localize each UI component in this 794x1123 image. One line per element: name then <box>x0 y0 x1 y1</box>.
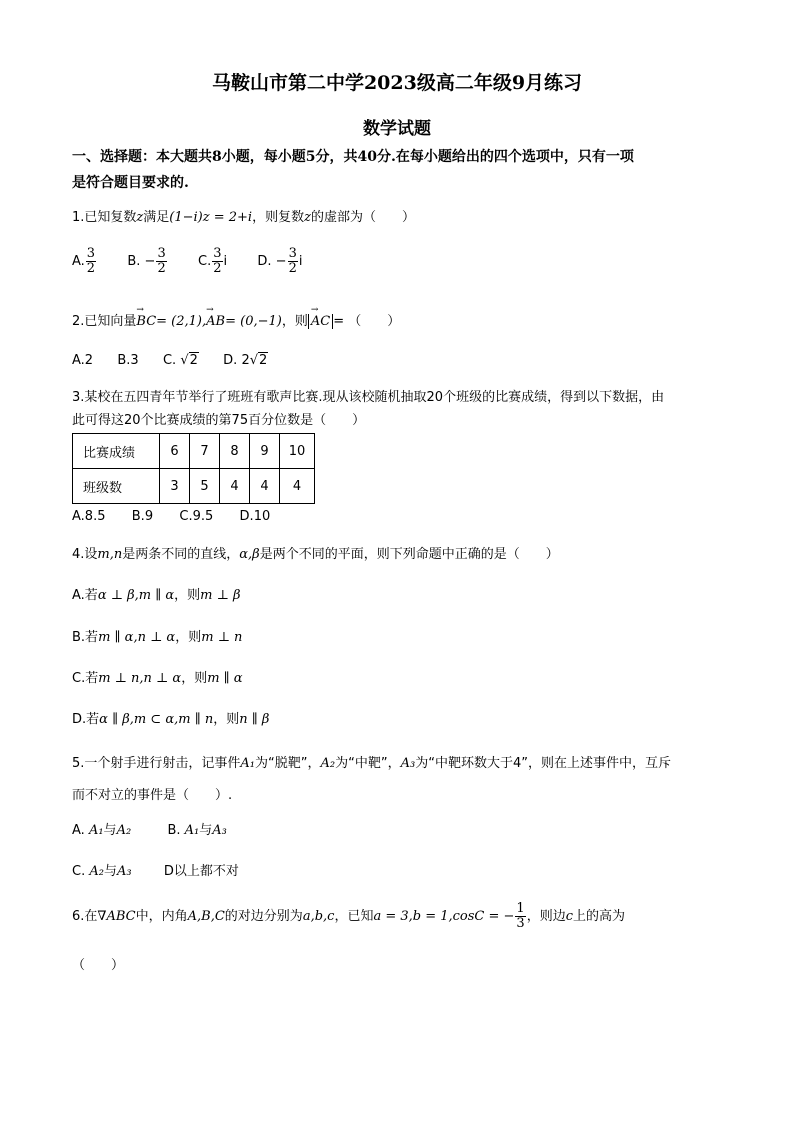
table-cell: 4 <box>220 469 250 504</box>
q6-sides: a,b,c <box>302 909 335 924</box>
table-cell: 3 <box>160 469 190 504</box>
question-1-stem <box>72 206 415 225</box>
q5-event-a2: A₂ <box>320 756 336 771</box>
q5-option-d[interactable]: D以上都不对 <box>163 864 239 879</box>
table-cell: 6 <box>160 434 190 469</box>
q3-option-c[interactable]: C.9.5 <box>179 509 214 524</box>
score-table <box>72 433 315 504</box>
section-heading-line2: 是符合题目要求的. <box>72 175 189 191</box>
q4-planes: α,β <box>239 547 260 562</box>
table-cell: 7 <box>190 434 220 469</box>
q1-stem-d: 的虚部为（ ） <box>310 210 415 225</box>
question-6-stem: 6.在∇ABC中，内角A,B,C的对边分别为a,b,c，已知a = 3,b = 1,cosC = − $\frac{1}{3}$ ，则边c上的高为 <box>72 901 626 931</box>
q2-eq1: = (2,1), <box>156 314 207 329</box>
q2-stem-a: 2.已知向量 <box>72 314 137 329</box>
q1-equation: (1−i)z = 2+i <box>169 210 253 225</box>
q4-stem-a: 4.设 <box>72 547 98 562</box>
q5-event-a3: A₃ <box>400 756 416 771</box>
table-cell: 8 <box>220 434 250 469</box>
question-5-options-row1 <box>72 819 227 838</box>
table-cell: 4 <box>280 469 315 504</box>
q2-vector-bc: → BC <box>136 314 156 329</box>
q5-event-a1: A₁ <box>240 756 256 771</box>
table-cell: 4 <box>250 469 280 504</box>
q4-option-d[interactable]: D.若α ∥ β,m ⊂ α,m ∥ n，则n ∥ β <box>72 712 270 727</box>
q4-option-c[interactable]: C.若m ⊥ n,n ⊥ α，则m ∥ α <box>72 671 243 686</box>
q2-option-a[interactable]: A.2 <box>72 353 94 368</box>
question-3-options <box>72 509 270 524</box>
q4-option-a[interactable]: A.若α ⊥ β,m ∥ α，则m ⊥ β <box>72 588 241 603</box>
q2-stem-c: = （ ） <box>333 314 401 329</box>
q1-option-d[interactable]: D. − $\frac{3}{2}$ i <box>257 246 303 276</box>
q3-option-a[interactable]: A.8.5 <box>72 509 106 524</box>
question-4-stem <box>72 543 559 562</box>
q2-vector-ac: → AC <box>311 314 330 329</box>
table-row <box>73 469 315 504</box>
q1-var-z: z <box>136 210 144 225</box>
q6-angles: A,B,C <box>187 909 225 924</box>
q4-option-b[interactable]: B.若m ∥ α,n ⊥ α，则m ⊥ n <box>72 630 243 645</box>
table-row <box>73 434 315 469</box>
q5-option-c[interactable]: C. A₂与A₃ <box>72 864 132 879</box>
q1-option-b[interactable]: B. − $\frac{3}{2}$ <box>127 246 166 276</box>
q2-option-d[interactable]: D. 2√2 <box>223 353 268 368</box>
q6-given: a = 3,b = 1,cosC = − <box>373 909 515 924</box>
question-1-options <box>72 247 302 276</box>
q3-option-b[interactable]: B.9 <box>131 509 154 524</box>
q4-stem-c: 是两个不同的平面，则下列命题中正确的是（ ） <box>259 547 559 562</box>
q1-option-c[interactable]: C. $\frac{3}{2}$ i <box>198 246 228 276</box>
q2-vector-ab: → AB <box>206 314 225 329</box>
q2-eq2: = (0,−1) <box>225 314 282 329</box>
q2-option-b[interactable]: B.3 <box>117 353 139 368</box>
q4-stem-b: 是两条不同的直线， <box>122 547 240 562</box>
q1-stem-c: ，则复数 <box>252 210 305 225</box>
question-6-answer-blank: （ ） <box>72 958 125 973</box>
q6-side-c: c <box>565 909 573 924</box>
table-cell: 5 <box>190 469 220 504</box>
question-5-line1: 5.一个射手进行射击，记事件A₁为“脱靶”，A₂为“中靶”，A₃为“中靶环数大于4”，则在上述事件中，互斥 <box>72 756 671 771</box>
q2-option-c[interactable]: C. √2 <box>162 353 198 368</box>
q3-option-d[interactable]: D.10 <box>239 509 271 524</box>
question-5-line2: 而不对立的事件是（ ）. <box>72 788 233 803</box>
table-header-cell: 比赛成绩 <box>73 434 160 469</box>
q2-stem-b: ，则 <box>281 314 308 329</box>
exam-subtitle: 数学试题 <box>363 119 431 139</box>
q5-option-b[interactable]: B. A₁与A₃ <box>167 823 227 838</box>
table-cell: 9 <box>250 434 280 469</box>
question-2-stem <box>72 310 400 329</box>
q4-lines: m,n <box>97 547 123 562</box>
q1-stem-b: 满足 <box>143 210 170 225</box>
question-3-line1: 3.某校在五四青年节举行了班班有歌声比赛.现从该校随机抽取20个班级的比赛成绩，得到以下数据，由 <box>72 390 665 405</box>
q1-stem-a: 1.已知复数 <box>72 210 137 225</box>
q5-option-a[interactable]: A. A₁与A₂ <box>72 823 132 838</box>
q6-fraction: $\frac{1}{3}$ <box>516 901 525 931</box>
table-cell: 10 <box>280 434 315 469</box>
q1-var-z-2: z <box>304 210 311 225</box>
q6-triangle: ∇ABC <box>97 909 136 924</box>
question-3-line2: 此可得这20个比赛成绩的第75百分位数是（ ） <box>72 413 366 428</box>
exam-title: 马鞍山市第二中学2023级高二年级9月练习 <box>211 72 583 94</box>
table-header-cell: 班级数 <box>73 469 160 504</box>
q1-option-a[interactable]: A. $\frac{3}{2}$ <box>72 246 96 276</box>
question-2-options <box>72 353 268 368</box>
question-5-options-row2 <box>72 860 239 879</box>
section-heading-line1: 一、选择题：本大题共8小题，每小题5分，共40分.在每小题给出的四个选项中，只有一项 <box>72 149 634 165</box>
